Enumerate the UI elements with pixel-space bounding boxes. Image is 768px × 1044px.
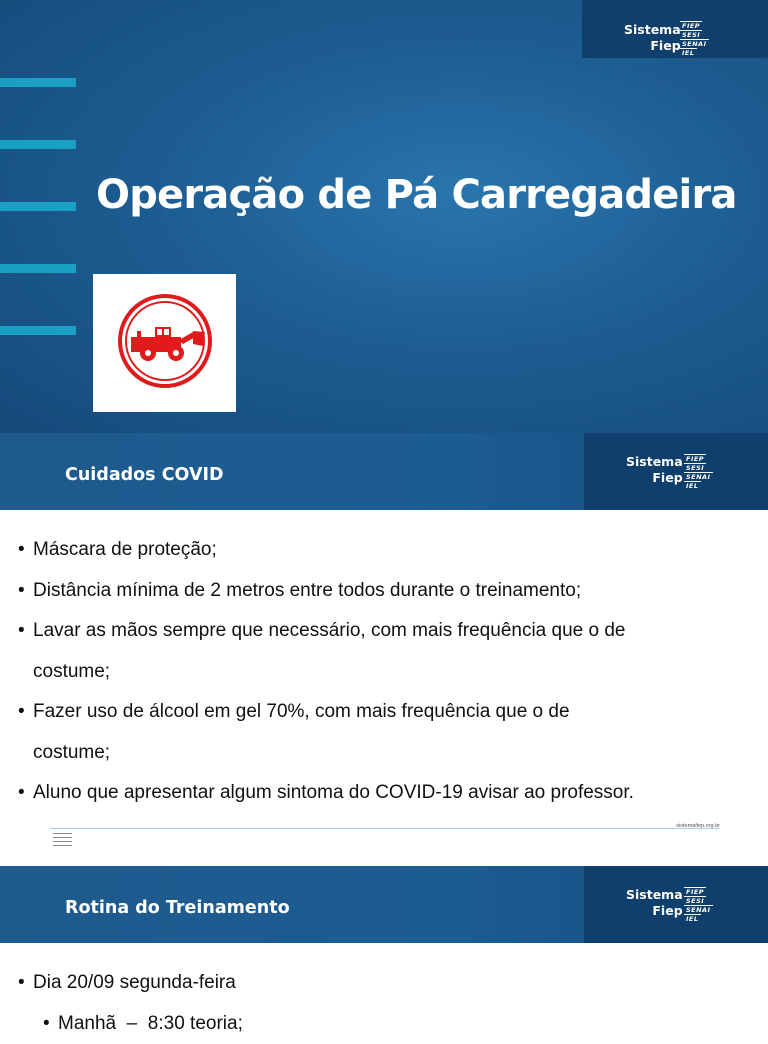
logo-sub-sesi: SESI bbox=[684, 896, 706, 905]
logo-panel bbox=[584, 866, 768, 943]
slide-title: Rotina do Treinamento bbox=[65, 898, 290, 918]
title-slide bbox=[0, 0, 768, 433]
logo-line-2: Fiep bbox=[626, 470, 683, 486]
logo-line-1: Sistema bbox=[624, 22, 681, 38]
logo-sub-senai: SENAI bbox=[684, 472, 713, 481]
logo-sub-fiep: FIEP bbox=[680, 21, 702, 30]
list-item: • Distância mínima de 2 metros entre todos durante o treinamento; bbox=[18, 571, 634, 612]
logo-panel bbox=[582, 0, 768, 58]
sub-list-item: • Manhã – 8:30 teoria; bbox=[43, 1004, 243, 1044]
list-item: • Fazer uso de álcool em gel 70%, com mais frequência que o de bbox=[18, 692, 634, 733]
icon-box bbox=[93, 274, 236, 412]
list-item: • Máscara de proteção; bbox=[18, 530, 634, 571]
list-item: • Lavar as mãos sempre que necessário, com mais frequência que o de bbox=[18, 611, 634, 652]
logo-sub-iel: IEL bbox=[684, 914, 701, 923]
logo-subsidiaries bbox=[684, 454, 713, 490]
logo-panel bbox=[584, 433, 768, 510]
decorative-stripe bbox=[0, 326, 76, 335]
logo-sub-fiep: FIEP bbox=[684, 454, 706, 463]
footer-url: sistemafiep.org.br bbox=[676, 823, 720, 829]
logo-sub-senai: SENAI bbox=[684, 905, 713, 914]
list-item-continuation: costume; bbox=[18, 733, 634, 774]
logo-subsidiaries bbox=[684, 887, 713, 923]
logo-sub-iel: IEL bbox=[684, 481, 701, 490]
covid-bullet-list bbox=[18, 530, 634, 814]
slide-header-band bbox=[0, 866, 768, 943]
logo-line-2: Fiep bbox=[624, 38, 681, 54]
routine-bullet-list bbox=[18, 963, 243, 1044]
logo-sub-sesi: SESI bbox=[684, 463, 706, 472]
list-item: • Dia 20/09 segunda-feira bbox=[18, 963, 243, 1004]
slide-title: Cuidados COVID bbox=[65, 465, 224, 485]
logo-subsidiaries bbox=[680, 21, 709, 57]
menu-lines-icon bbox=[53, 833, 72, 849]
logo-sub-senai: SENAI bbox=[680, 39, 709, 48]
main-title: Operação de Pá Carregadeira bbox=[96, 172, 737, 218]
decorative-stripe bbox=[0, 264, 76, 273]
sistema-fiep-logo bbox=[624, 22, 681, 54]
logo-sub-fiep: FIEP bbox=[684, 887, 706, 896]
decorative-stripe bbox=[0, 140, 76, 149]
slide-header-band bbox=[0, 433, 768, 510]
logo-line-2: Fiep bbox=[626, 903, 683, 919]
logo-line-1: Sistema bbox=[626, 887, 683, 903]
list-item-continuation: costume; bbox=[18, 652, 634, 693]
sistema-fiep-logo bbox=[626, 454, 683, 486]
decorative-stripe bbox=[0, 202, 76, 211]
wheel-loader-icon bbox=[93, 274, 236, 412]
list-item: • Aluno que apresentar algum sintoma do COVID-19 avisar ao professor. bbox=[18, 773, 634, 814]
logo-sub-sesi: SESI bbox=[680, 30, 702, 39]
logo-sub-iel: IEL bbox=[680, 48, 697, 57]
footer-divider bbox=[50, 828, 720, 829]
decorative-stripe bbox=[0, 78, 76, 87]
logo-line-1: Sistema bbox=[626, 454, 683, 470]
sistema-fiep-logo bbox=[626, 887, 683, 919]
